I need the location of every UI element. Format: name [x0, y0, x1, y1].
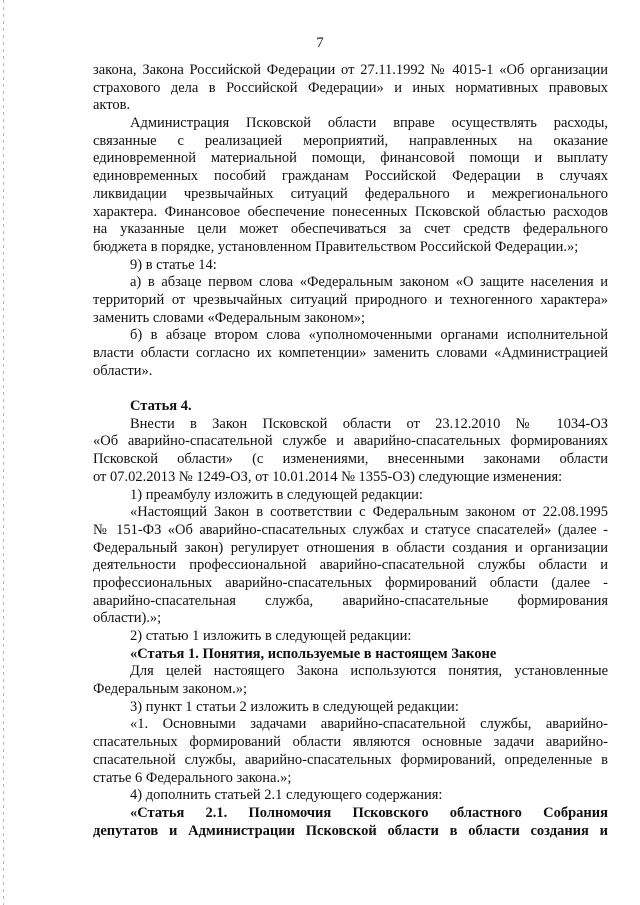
article-heading: Статья 4. — [130, 398, 192, 415]
section-spacer — [93, 380, 608, 398]
item-3 — [93, 699, 608, 717]
article-4-heading — [93, 398, 608, 416]
article-heading: «Статья 1. Понятия, используемые в настоящем Законе — [130, 645, 497, 662]
text-line: а) в абзаце первом слова «Федеральным законом «О защите населения и — [130, 274, 608, 291]
text-line: аварийно-спасательная служба, аварийно-спасательные формирования — [93, 592, 608, 609]
text-line: актов. — [93, 97, 131, 114]
text-line: спасательных формирований области являются основные задачи аварийно- — [93, 734, 608, 751]
article-heading: «Статья 2.1. Полномочия Псковского областного Собрания — [130, 804, 608, 821]
text-line: заменить словами «Федеральным законом»; — [93, 309, 366, 326]
text-line: закона, Закона Российской Федерации от 27.11.1992 № 4015-1 «Об организации — [93, 62, 608, 78]
text-line: области». — [93, 362, 153, 379]
text-line: 3) пункт 1 статьи 2 изложить в следующей редакции: — [130, 698, 459, 715]
item-2 — [93, 628, 608, 646]
article-1-text — [93, 663, 608, 698]
text-line: от 07.02.2013 № 1249-ОЗ, от 10.01.2014 № 1355-ОЗ) следующие изменения: — [93, 468, 563, 485]
article-2-1-heading — [93, 805, 608, 840]
text-line: области).»; — [93, 610, 162, 627]
text-line: связанные с реализацией мероприятий, направленных на оказание — [93, 132, 608, 149]
item-9-a — [93, 274, 608, 327]
text-line: «1. Основными задачами аварийно-спасательной службы, аварийно- — [130, 716, 608, 733]
text-line: Федеральным законом.»; — [93, 681, 248, 698]
text-line: Для целей настоящего Закона используются понятия, установленные — [130, 663, 608, 680]
article-4-intro — [93, 416, 608, 487]
item-9 — [93, 257, 608, 275]
text-line: спасательной службы, аварийно-спасательных формирований, определенные в — [93, 751, 608, 768]
document-body — [93, 62, 608, 840]
text-line: характера. Финансовое обеспечение понесенных Псковской областью расходов — [93, 203, 608, 220]
paragraph-expenses — [93, 115, 608, 257]
binding-edge-marks — [3, 0, 4, 905]
article-heading: депутатов и Администрации Псковской области в области создания и — [93, 822, 608, 839]
text-line: ликвидации чрезвычайных ситуаций федерального и межрегионального — [93, 185, 608, 202]
text-line: Внести в Закон Псковской области от 23.12.2010 № 1034-ОЗ — [130, 415, 608, 432]
item-3-text — [93, 716, 608, 787]
text-line: статье 6 Федерального закона.»; — [93, 769, 292, 786]
text-line: № 151-ФЗ «Об аварийно-спасательных службах и статусе спасателей» (далее - — [93, 521, 608, 538]
text-line: б) в абзаце втором слова «уполномоченными органами исполнительной — [130, 327, 608, 344]
text-line: на указанные цели может обеспечиваться за счет средств федерального — [93, 221, 608, 238]
text-line: Федеральный закон) регулирует отношения в области создания и организации — [93, 539, 608, 556]
text-line: 2) статью 1 изложить в следующей редакции: — [130, 628, 412, 644]
text-line: Администрация Псковской области вправе осуществлять расходы, — [130, 115, 608, 132]
page-number: 7 — [316, 35, 324, 51]
text-line: 4) дополнить статьей 2.1 следующего содержания: — [130, 787, 443, 804]
text-line: «Настоящий Закон в соответствии с Федеральным законом от 22.08.1995 — [130, 504, 608, 521]
text-line: страхового дела в Российской Федерации» и иных нормативных правовых — [93, 79, 608, 96]
article-1-heading — [93, 646, 608, 664]
text-line: деятельности профессиональной аварийно-спасательной службы области и — [93, 557, 608, 574]
item-1 — [93, 487, 608, 505]
text-line: 9) в статье 14: — [130, 256, 217, 273]
text-line: профессиональных аварийно-спасательных формирований области (далее - — [93, 574, 608, 591]
text-line: территорий от чрезвычайных ситуаций природного и техногенного характера» — [93, 291, 608, 308]
text-line: «Об аварийно-спасательной службе и аварийно-спасательных формированиях — [93, 433, 608, 450]
item-9-b — [93, 327, 608, 380]
text-line: единовременных пособий гражданам Российской Федерации в случаях — [93, 168, 608, 185]
text-line: единовременной материальной помощи, финансовой помощи и выплату — [93, 150, 608, 167]
preamble-text — [93, 504, 608, 628]
text-line: 1) преамбулу изложить в следующей редакции: — [130, 486, 423, 503]
item-4 — [93, 787, 608, 805]
text-line: бюджета в порядке, установленном Правительством Российской Федерации.»; — [93, 238, 579, 255]
paragraph-continuation — [93, 62, 608, 115]
text-line: Псковской области» (с изменениями, внесенными законами области — [93, 451, 608, 468]
text-line: власти области согласно их компетенции» заменить словами «Администрацией — [93, 345, 608, 361]
